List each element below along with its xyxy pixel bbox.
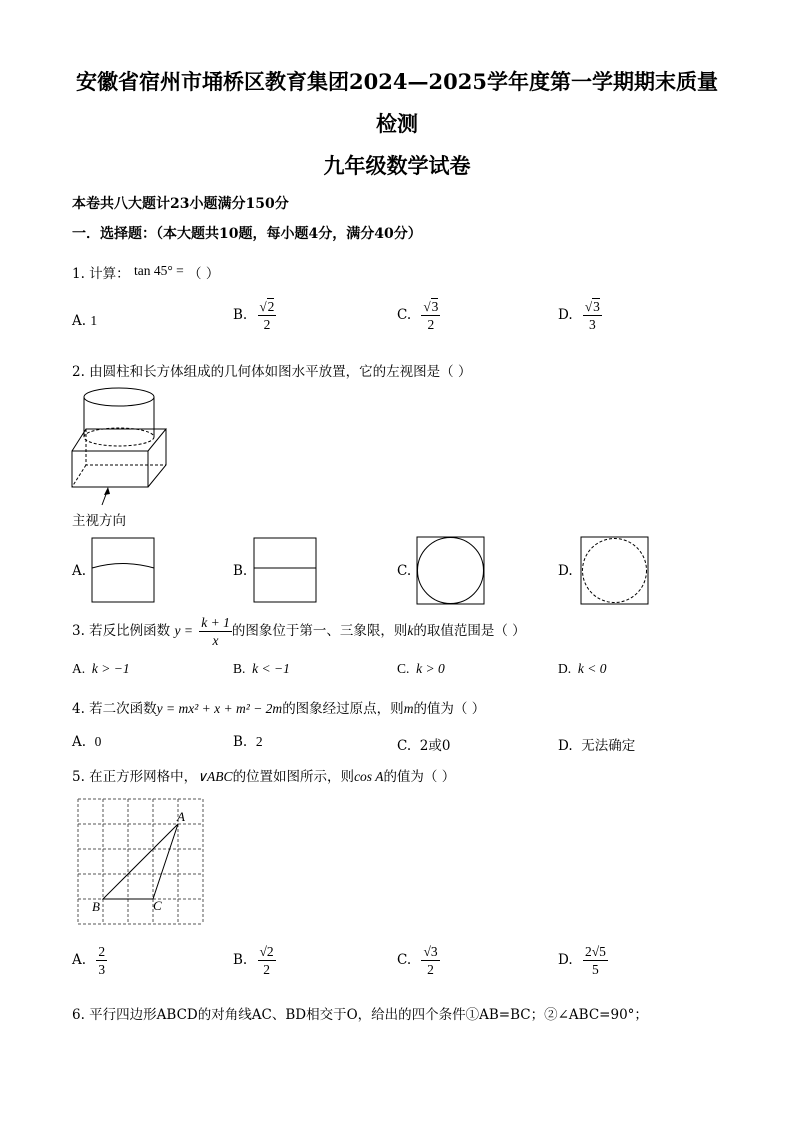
- q1-blank: （ ）: [188, 266, 220, 282]
- q5-option-d: D. $\frac{2√5}{5}$: [558, 944, 606, 977]
- q2-option-a-figure: [91, 537, 155, 605]
- q2-option-a-label: A.: [72, 563, 87, 579]
- q3-option-c: C. k > 0: [397, 661, 445, 676]
- q2-option-c-figure: [416, 536, 486, 606]
- question-2: 2. 由圆柱和长方体组成的几何体如图水平放置，它的左视图是（ ）: [72, 364, 472, 380]
- q1-option-d: D. $\frac{√3}{3}$: [558, 299, 600, 332]
- exam-subtitle: 九年级数学试卷: [323, 153, 471, 178]
- exam-info: 本卷共八大题计23小题满分150分: [72, 196, 289, 212]
- q4-option-d: D. 无法确定: [558, 738, 636, 754]
- q1-option-c: C. $\frac{√3}{2}$: [397, 299, 439, 332]
- question-6: 6. 平行四边形ABCD的对角线AC、BD相交于O，给出的四个条件①AB=BC；②∠ABC=90°；: [72, 1007, 648, 1023]
- q2-option-b-label: B.: [233, 563, 248, 579]
- question-4: 4. 若二次函数y = mx² + x + m² − 2m的图象经过原点，则m的值为（ ）: [72, 701, 486, 717]
- q1-option-b: B. $\frac{√2}{2}$: [233, 299, 275, 332]
- section-1-heading: 一．选择题：（本大题共10题，每小题4分，满分40分）: [72, 226, 422, 242]
- q3-option-a: A. k > −1: [72, 661, 130, 676]
- q5-option-c: C. $\frac{√3}{2}$: [397, 944, 438, 977]
- q4-option-b: B. 2: [233, 734, 263, 750]
- q2-option-d-label: D.: [558, 563, 573, 579]
- q3-option-b: B. k < −1: [233, 661, 290, 676]
- q2-solid-figure: [68, 385, 178, 510]
- q2-option-b-figure: [253, 537, 317, 605]
- q5-option-b: B. $\frac{√2}{2}$: [233, 944, 274, 977]
- q5-option-a: A. $\frac{2}{3}$: [72, 944, 106, 977]
- q2-view-direction-label: 主视方向: [72, 513, 126, 529]
- q2-option-c-label: C.: [397, 563, 412, 579]
- exam-title-line2: 检测: [376, 111, 418, 136]
- q5-point-a-label: A: [177, 809, 185, 824]
- question-3: 3. 若反比例函数 y = $\frac{k + 1}{x}$ 的图象位于第一、三象限，则k的取值范围是（ ）: [72, 615, 526, 648]
- q2-option-d-figure: [580, 536, 650, 606]
- q4-option-a: A. 0: [72, 734, 102, 750]
- question-5: 5. 在正方形网格中，∨ABC的位置如图所示，则cos A的值为（ ）: [72, 769, 456, 785]
- q3-option-d: D. k < 0: [558, 661, 607, 676]
- q1-option-a: A. 1: [72, 313, 98, 329]
- q1-stem: 1. 计算：: [72, 266, 130, 282]
- q5-point-c-label: C: [153, 898, 162, 913]
- exam-title-line1: 安徽省宿州市埇桥区教育集团2024—2025学年度第一学期期末质量: [76, 69, 718, 94]
- q4-option-c: C. 2或0: [397, 738, 451, 754]
- question-1: [72, 262, 219, 282]
- q5-point-b-label: B: [92, 899, 100, 914]
- q1-expression: tan 45° =: [133, 263, 184, 278]
